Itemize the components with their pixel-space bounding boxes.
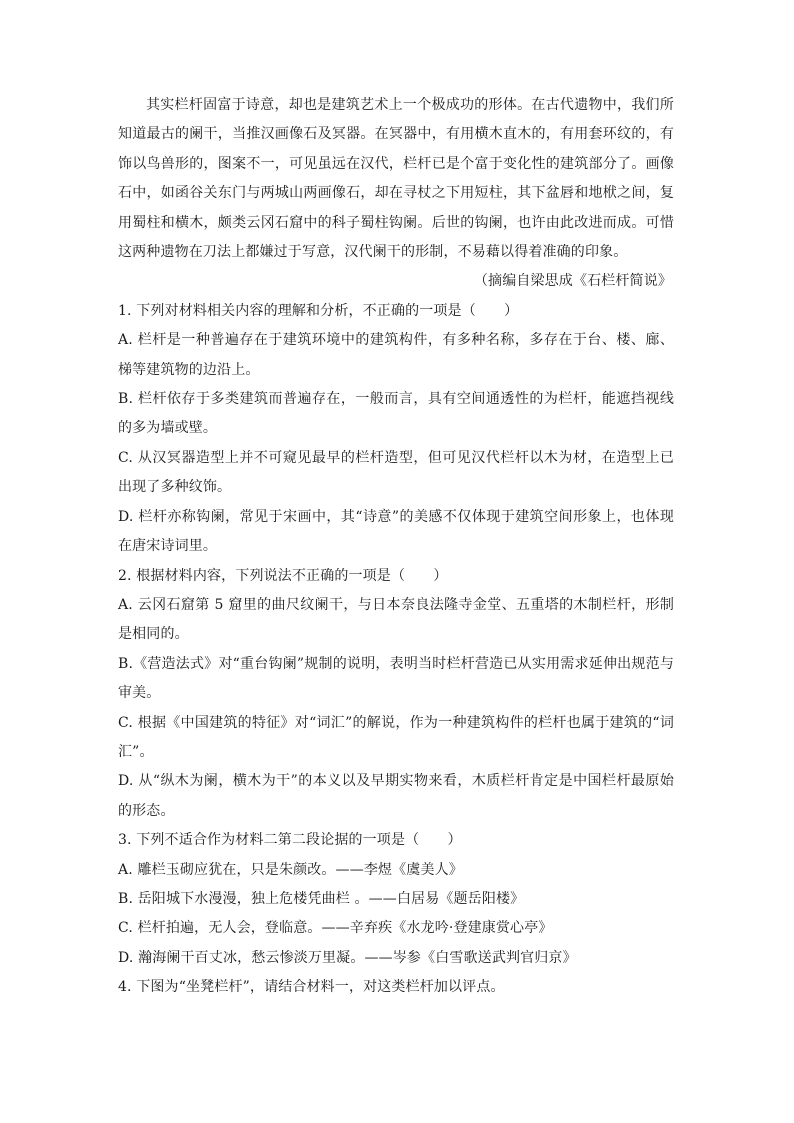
question-stem: 4. 下图为“坐凳栏杆”，请结合材料一，对这类栏杆加以评点。 <box>118 979 505 996</box>
option-b: B. 栏杆依存于多类建筑而普遍存在，一般而言，具有空间通透性的为栏杆，能遮挡视线的多为墙或壁。 <box>118 391 674 437</box>
option-b: B. 岳阳城下水漫漫，独上危楼凭曲栏 。——白居易《题岳阳楼》 <box>118 890 525 907</box>
question-3 <box>118 826 674 973</box>
option-d: D. 瀚海阑干百丈冰，愁云惨淡万里凝。——岑参《白雪歌送武判官归京》 <box>118 949 577 966</box>
question-4 <box>118 973 674 1002</box>
option-d: D. 栏杆亦称钩阑，常见于宋画中，其“诗意”的美感不仅体现于建筑空间形象上，也体现在唐宋诗词里。 <box>118 508 674 555</box>
option-d: D. 从“纵木为阑，横木为干”的本义以及早期实物来看，木质栏杆肯定是中国栏杆最原始的形态。 <box>118 773 674 819</box>
passage-paragraph: 其实栏杆固富于诗意，却也是建筑艺术上一个极成功的形体。在古代遗物中，我们所知道最古的阑干，当推汉画像石及冥器。在冥器中，有用横木直木的，有用套环纹的，有饰以鸟兽形的，图案不一，可见虽远在汉代，栏杆已是个富于变化性的建筑部分了。画像石中，如函谷关东门与两城山两画像石，却在寻杖之下用短柱，其下盆唇和地栿之间，复用蜀柱和横木，颇类云冈石窟中的科子蜀柱钩阑。后世的钩阑，也许由此改进而成。可惜这两种遗物在刀法上都嫌过于写意，汉代阑干的形制，不易藉以得着准确的印象。 <box>118 97 674 261</box>
passage-source: （摘编自梁思成《石栏杆简说》 <box>473 273 672 290</box>
option-b: B.《营造法式》对“重台钩阑”规制的说明，表明当时栏杆营造已从实用需求延伸出规范与审美。 <box>118 655 674 702</box>
question-stem: 3. 下列不适合作为材料二第二段论据的一项是（ ） <box>118 832 462 849</box>
question-2 <box>118 562 674 827</box>
option-a: A. 云冈石窟第 5 窟里的曲尺纹阑干，与日本奈良法隆寺金堂、五重塔的木制栏杆，形制是相同的。 <box>118 596 674 643</box>
option-a: A. 栏杆是一种普遍存在于建筑环境中的建筑构件，有多种名称，多存在于台、楼、廊、梯等建筑物的边沿上。 <box>118 332 674 378</box>
option-c: C. 栏杆拍遍，无人会，登临意。——辛弃疾《水龙吟·登建康赏心亭》 <box>118 920 553 937</box>
question-stem: 1. 下列对材料相关内容的理解和分析，不正确的一项是（ ） <box>118 302 519 319</box>
option-c: C. 根据《中国建筑的特征》对“词汇”的解说，作为一种建筑构件的栏杆也属于建筑的“词汇”。 <box>118 714 674 760</box>
option-a: A. 雕栏玉砌应犹在，只是朱颜改。——李煜《虞美人》 <box>118 861 463 878</box>
option-c: C. 从汉冥器造型上并不可窥见最早的栏杆造型，但可见汉代栏杆以木为材，在造型上已出现了多种纹饰。 <box>118 449 674 496</box>
question-stem: 2. 根据材料内容，下列说法不正确的一项是（ ） <box>118 567 448 584</box>
document-content <box>118 91 674 1003</box>
question-1 <box>118 297 674 562</box>
